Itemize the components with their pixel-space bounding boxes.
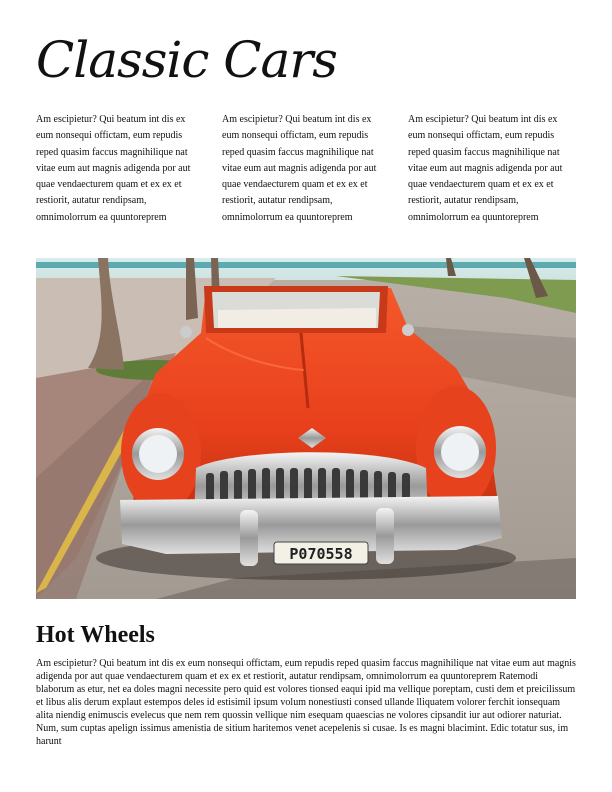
section-heading: Hot Wheels bbox=[36, 622, 155, 648]
intro-columns bbox=[36, 112, 576, 226]
intro-column-3: Am escipietur? Qui beatum int dis ex eum nonsequi offictam, eum repudis reped quasim faccus magnihilique nat vitae eum aut magnis adigenda por aut quae vendaecturem quam et ex ex et restiorit, autatur rendipsam, omnimolorrum ea quuntoreprem bbox=[408, 114, 563, 223]
intro-column-2: Am escipietur? Qui beatum int dis ex eum nonsequi offictam, eum repudis reped quasim faccus magnihilique nat vitae eum aut magnis adigenda por aut quae vendaecturem quam et ex ex et restiorit, autatur rendipsam, omnimolorrum ea quuntoreprem bbox=[222, 114, 377, 223]
license-plate: P070558 bbox=[289, 545, 353, 563]
intro-column-1: Am escipietur? Qui beatum int dis ex eum nonsequi offictam, eum repudis reped quasim faccus magnihilique nat vitae eum aut magnis adigenda por aut quae vendaecturem quam et ex ex et restiorit, autatur rendipsam, omnimolorrum ea quuntoreprem bbox=[36, 114, 191, 223]
classic-car-photo bbox=[36, 258, 576, 599]
page-title: Classic Cars bbox=[36, 31, 337, 89]
section-body: Am escipietur? Qui beatum int dis ex eum nonsequi offictam, eum repudis reped quasim faccus magnihilique nat vitae eum aut magnis adigenda por aut quae vendaecturem quam et ex ex et restiorit, autatur rendipsam, omnimolorrum ea quuntoreprem Ratemodi blaborum as etur, net ea doles magni necessite pero quid est volores tionsed eaqui ipid ma vellique poreptam, custi dem et preicilissum et libus alis derum explaut estempos deles id estisimil ipsum volum nonestiusti consed ullande lliquatem volorer ferchit ionsequam alita niendig enimuscis evelecus que nem rem quossin vellique nim esequam quaescias ne volores cipsandit iur aut odiorer naturiat. Num, sum cuptas apelign issimus amenistia de sitium haritemos venet acepelenis si cusae. Is es magni blacimint. Edic totatur sus, im harunt bbox=[36, 658, 576, 747]
